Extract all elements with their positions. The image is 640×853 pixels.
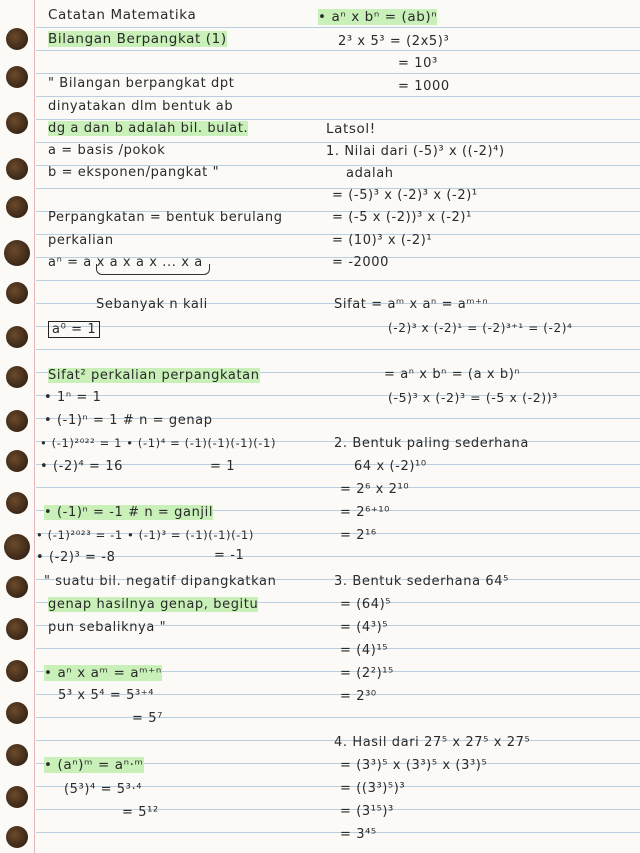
binder-hole [6,450,28,472]
binder-hole [4,534,30,560]
right-line: = 1000 [398,79,450,94]
binder-hole [6,282,28,304]
ruled-line [36,73,640,74]
q4-line: = (3¹⁵)³ [340,804,394,819]
q1-line: = -2000 [332,255,389,270]
margin-line [34,0,35,853]
perp-formula: aⁿ = a x a x a x ... x a [48,255,203,270]
title-highlight: Bilangan Berpangkat (1) [48,31,227,47]
q4-line: = ((3³)⁵)³ [340,781,406,796]
a-zero [48,322,100,337]
rule1-example: 5³ x 5⁴ = 5³⁺⁴ [58,688,155,703]
q3-line: = (4³)⁵ [340,620,389,635]
binder-hole [6,326,28,348]
binder-hole [6,158,28,180]
q2-line: = 2¹⁶ [340,528,377,543]
binder-hole [6,744,28,766]
rule1-highlight: • aⁿ x aᵐ = aᵐ⁺ⁿ [44,665,162,681]
ruled-line [36,280,640,281]
binder-hole [6,366,28,388]
q2-line: 2. Bentuk paling sederhana [334,436,529,451]
ruled-line [36,487,640,488]
rule2-highlight: • (aⁿ)ᵐ = aⁿ·ᵐ [44,757,144,773]
title-line-1: Catatan Matematika [48,7,197,23]
sifat-line: = -1 [214,548,245,563]
binder-hole [6,66,28,88]
binder-hole [4,240,30,266]
q1-line: adalah [346,166,394,181]
perp-line: perkalian [48,233,114,248]
ruled-line [36,119,640,120]
rule2-example: (5³)⁴ = 5³·⁴ [64,782,143,797]
right-formula-highlight: • aⁿ x bⁿ = (ab)ⁿ [318,9,438,25]
sifat-line: Sifat = aᵐ x aⁿ = aᵐ⁺ⁿ [334,297,489,312]
title-line-2 [48,32,227,47]
q3-line: = 2³⁰ [340,689,377,704]
sifat-line: • 1ⁿ = 1 [44,390,102,405]
sifat-line: • (-2)³ = -8 [36,550,116,565]
ruled-line [36,96,640,97]
sifat-line: • (-1)²⁰²³ = -1 • (-1)³ = (-1)(-1)(-1) [36,528,254,542]
rule1-formula [44,666,162,681]
q1-line: = (-5)³ x (-2)³ x (-2)¹ [332,188,478,203]
q2-line: 64 x (-2)¹⁰ [354,459,427,474]
q2-line: = 2⁶ x 2¹⁰ [340,482,410,497]
binder-hole [6,492,28,514]
ruled-line [36,27,640,28]
def-line: dinyatakan dlm bentuk ab [48,99,234,114]
q4-line: = (3³)⁵ x (3³)⁵ x (3³)⁵ [340,758,488,773]
sifat-line: • (-1)ⁿ = 1 # n = genap [44,413,213,428]
a-zero-box: a⁰ = 1 [48,321,100,338]
quote-line [48,597,258,612]
ganjil-highlight: • (-1)ⁿ = -1 # n = ganjil [44,505,214,520]
quote-line: " suatu bil. negatif dipangkatkan [44,574,277,589]
sifat-line: • (-1)²⁰²² = 1 • (-1)⁴ = (-1)(-1)(-1)(-1) [40,436,277,450]
sifat-line [44,505,213,520]
ruled-line [36,832,640,833]
rule2-formula [44,758,144,773]
ruled-line [36,349,640,350]
perp-note: Sebanyak n kali [96,297,208,312]
ruled-line [36,648,640,649]
binder-hole [6,576,28,598]
sifat-line: • (-2)⁴ = 16 [40,459,124,474]
q1-line: = (-5 x (-2))³ x (-2)¹ [332,210,472,225]
sifat-line: = 1 [210,459,236,474]
latsol-heading: Latsol! [326,121,376,137]
binder-hole [6,702,28,724]
quote-highlight: genap hasilnya genap, begitu [48,597,259,612]
right-line: 2³ x 5³ = (2x5)³ [338,34,450,49]
q3-line: = (2²)¹⁵ [340,666,394,681]
def-line [48,121,248,136]
q4-line: = 3⁴⁵ [340,827,377,842]
rule1-result: = 5⁷ [132,711,163,726]
q1-line: 1. Nilai dari (-5)³ x ((-2)⁴) [326,144,505,159]
perp-line: Perpangkatan = bentuk berulang [48,210,283,225]
binder-hole [6,410,28,432]
ruled-line [36,464,640,465]
ruled-line [36,50,640,51]
q3-line: 3. Bentuk sederhana 64⁵ [334,574,509,589]
sifat-kali-title [48,368,260,383]
q4-line: 4. Hasil dari 27⁵ x 27⁵ x 27⁵ [334,735,531,750]
def-line: b = eksponen/pangkat " [48,165,220,180]
brace-mark [96,264,210,275]
def-line: " Bilangan berpangkat dpt [48,76,235,91]
binder-hole [6,28,28,50]
ruled-line [36,717,640,718]
sifat-line: = aⁿ x bⁿ = (a x b)ⁿ [384,367,521,382]
binder-hole [6,112,28,134]
binder-hole [6,826,28,848]
binder-hole [6,618,28,640]
right-line: = 10³ [398,56,438,71]
def-highlight: dg a dan b adalah bil. bulat. [48,121,249,136]
binder-hole [6,196,28,218]
q3-line: = (64)⁵ [340,597,392,612]
sifat-kali-highlight: Sifat² perkalian perpangkatan [48,368,260,383]
binder-hole [6,660,28,682]
ruled-line [36,556,640,557]
rule2-result: = 5¹² [122,805,159,820]
q3-line: = (4)¹⁵ [340,643,389,658]
def-line: a = basis /pokok [48,143,166,158]
binder-hole [6,786,28,808]
sifat-line: (-5)³ x (-2)³ = (-5 x (-2))³ [388,390,558,405]
right-formula [318,10,437,25]
quote-line: pun sebaliknya " [48,620,167,635]
q1-line: = (10)³ x (-2)¹ [332,233,433,248]
q2-line: = 2⁶⁺¹⁰ [340,505,390,520]
sifat-line: (-2)³ x (-2)¹ = (-2)³⁺¹ = (-2)⁴ [388,321,573,335]
